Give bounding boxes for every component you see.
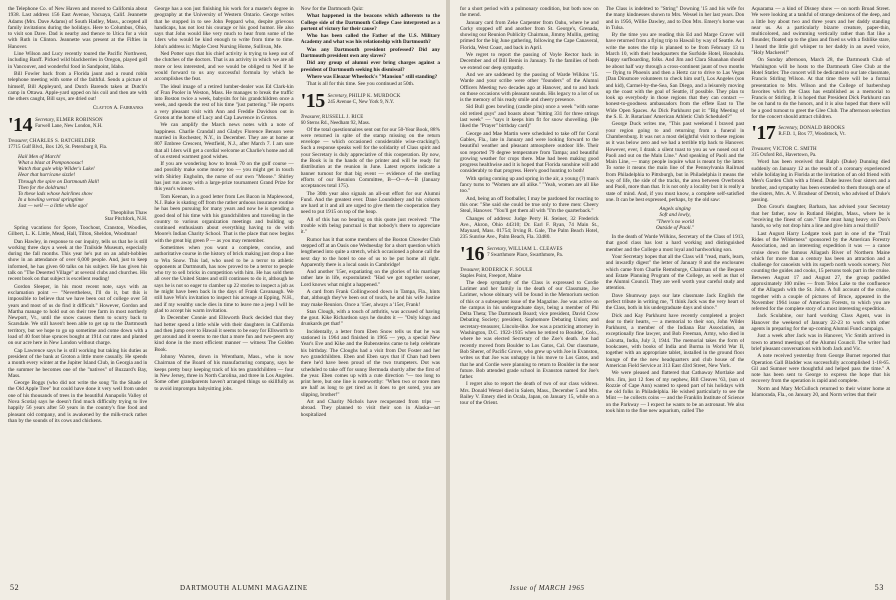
paragraph: Your Secretary hopes that all the Class will "read, mark, learn, and inwardly digest" the letter of January 8 and the enclosures which came from Charlie Remsburge, Chairman of the Bequest and Estate Planning Program of the College, as well as that of the Alumni Council. They are well worth your careful study and attention.: [605, 253, 745, 292]
paragraph: The ideal image of a retired lumber-dealer was Ed Clark-kin of Fran Pooler in Weston, Mass. He manages to break the traffic into Boston twice a week, babysits for his grandchildren once a week, and spends the rest of his time "just puttering." He reports a very pleasant visit with Ann and Freddie Davidson out in Groton at the home of Lucy and Cap Lawrence in Groton.: [154, 83, 294, 122]
paragraph: A card from Frank Collingwood down in Tampa, Fla., hints that, although they've been out of touch, he and his wife Justine may make Reunion. Once a '15er, always a '15er, Frank!: [300, 288, 440, 308]
right-column-1: [460, 6, 599, 578]
paragraph: Spring vacations for Spore, Toochout, Cranston, Woodies, Gilbert, L. K. Little, Mead, Hall, Tilton, Sheldon, Woodman!: [8, 224, 148, 238]
column-signature: Clayton A. Fairbanks: [92, 105, 144, 112]
quiz-question: What happened in the beacons which adherents to the College side of the Dartmouth College Case interpreted as a portent of victory for their cause?: [300, 13, 440, 32]
poem-line: Watch that gale whip Wilder's Lake!: [18, 166, 95, 173]
paragraph: Don Grout's daughter, Barbara, has advised your Secretary that her father, now in Rutland Heights, Mass., where he is "receiving the finest of care." Time must hang heavy on Don's hands, so why not drop him a line and give him a real thrill?: [751, 204, 891, 230]
treasurer-label: Treasurer,: [300, 114, 321, 120]
paragraph: Art and Charity Nichols have recuperated from trips — abroad. They planned to visit their son in Alaska—art hospitalized: [300, 399, 440, 418]
paragraph: In the death of Warde Wilkins, Secretary of the Class of 1913, that good class has lost a hard working and distinguished member and the College a most loyal and hardworking son.: [605, 234, 745, 253]
paragraph: We can amplify the March news notes with a note of happiness. Charlie Crandall and Gladys Florence Benson were married in Rochester, N.Y., in December. They are at home at 807 Embree Crescent, Westfield, N.J., after March 7. I am sure that all 14ers will get a cordial welcome at Charlie's home and all of us extend warmest good wishes.: [154, 122, 294, 160]
treasurer-address: Staples Point, Freeport, Maine: [460, 273, 521, 279]
paragraph: Word has been received that Ralph (Duke) Dunning died suddenly on January 12 as the result of a coronary experienced while holidaying in Florida at the invitation of an old friend with Men's Garden Club with a friend. Duke leaves four sisters and a brother, and sympathy has been extended to them through one of the sisters, Mrs. A. V. Brashear of Detroit, who advised of Duke's passing.: [751, 159, 891, 204]
right-columns: [460, 6, 890, 578]
treasurer-label: Treasurer,: [751, 147, 772, 153]
class-officers: [35, 116, 103, 130]
paragraph: George Boggs (who did not write the song "In the Shade of the Old Apple Tree" but could have done it very well from under one of his thousands of trees in the beautiful Annapolis Valley of Nova Scotia) says he doesn't find much difficulty trying to live happily 56 years after 50 years in the country's fine food and pleasant old company, and is awakened by the milk-truck rather than by the sounds of its cows and chickens.: [8, 380, 148, 424]
poem-credit-place: Star Pitchfork, N.H.: [104, 215, 148, 222]
quiz-question: Did any group of alumni ever bring charges against a president of Dartmouth seeking his dismissal?: [300, 60, 440, 73]
paragraph: Dick and Kay Parkhurst have recently completed a project dear to their hearts, — a memorial to their son, John Wilder Parkhurst, a member of the Indiana Bar Association, an exceptionally fine lawyer, and Bob Freeman, Army, who died in Calcutta, India, July 3, 1944. The memorial takes the form of bookcases, with books of India and Burma in World War II, together with an appropriate tablet, installed in the ground floor lounge of the the new headquarters and club house of the American Field Service at 313 East 43rd Street, New York.: [605, 312, 745, 369]
paragraph: And, being an off footballer, I may be pardoned for reacting to this one: "She said she could be true only to three men: Cheery Steal, Hanover. "You'll get them all with "I'm the quarterback.": [460, 195, 599, 215]
paragraph: Dan Hawley, in response to our inquiry, tells us that he is still working three days a week at the Trailside Museum, especially during the fall months. This year he's put on an adult-hobbies show in an attendance of over 6,000 people. And, just to keep informed, he has given 60 talks on his subject. He has given his talk on "The Deserted Village" at several clubs and churches. His recent book on that subject is excellent reading!: [8, 238, 148, 283]
secretary-label: Secretary,: [327, 93, 348, 99]
paragraph: Gordon Sleeper, in his most recent note, says with an exclamation point — "Nevertheless, I'll do it, but this is impossible to believe that we have been out of college over 50 years and most of us do find it difficult." However, Gordon and Martha manage to hold out on their tree farm in most northerly Newport, Vt., until the snow causes them to scurry back to Scarsdale. We still haven't been able to get up to the Dartmouth territory, but we hope to go up sometime and come down with a load of 40 foot blue spruces bought at 1914 cut rates and planted on our acre here in New London without charge.: [8, 283, 148, 347]
poem-line: Hear that hurricane sizzle!: [18, 172, 76, 179]
treasurer-name: VICTOR C. SMITH: [772, 147, 817, 153]
left-column-1: [8, 6, 147, 578]
quiz-question: Who has been called the Father of the U.S. Military Academy and what was his relationship with Dartmouth?: [300, 33, 440, 46]
treasurer-name: RODERICK F. SOULE: [481, 267, 533, 273]
paragraph: That is all for this time. See you continued at 50th.: [306, 81, 415, 88]
poem-line: To these lads whose hairlines show: [18, 190, 93, 197]
treasurer-block: [8, 137, 147, 151]
poem-intro: Hail Men of March!: [18, 153, 61, 160]
treasurer-address: 315 Oxford Rd., Havertown, Pa.: [751, 153, 817, 159]
paragraph: George and Mae Martin were scheduled to take off for Coral Gables, Fla., late in January and were looking forward to the beautiful weather and pleasant atmosphere outdoor life. Their son reported 79 degree temperature from Tampa; and beautiful growing weather for crops there. Mae had been making good progress healthwise and it is hoped that Florida sunshine will add considerably to that progress. Here's good hunting to both!: [460, 130, 599, 175]
paragraph: Tom Keenan, in a good letter from Les Bacon in Maplewood, N.J. Bake is skating off from the rather arduous insurance routine he has been pursuing for many years and now he is spending a good deal of his time with his grandchildren and traveling in the country to various organization meetings and building up continued enthusiasm about everything having to do with Moore's Indian Charity School. That is the place that now begins with the great big green P — as you may remember.: [154, 193, 294, 244]
treasurer-name: RUSSELL J. RICE: [321, 114, 364, 120]
treasurer-block: [751, 145, 890, 159]
left-column-3: [301, 6, 440, 578]
paragraph: Dave Shumway pays our late classmate Jack English the perfect tribute in writing me, "I think Jack was the very heart of the Class, both in his undergraduate days and since.": [605, 292, 745, 312]
paragraph: Cap Lawrence says he is still working but taking his duties as president of the bank at Groton a little more casually. He spends a month every winter at the Jupiter Island Club, in Georgia and in the summer he becomes one of the "natives" of Buzzard's Bay, Mass.: [8, 347, 148, 379]
paragraph: Last August Harry Lodgate took part in one of the "Trail Rides of the Wilderness" sponsored by the American Forestry Association, and an interesting expedition it was — a canoe cruise down the famous Allagash River of Northern Maine which for more than a century has been an attraction and a challenge for canoeists with its superb north woods scenery. Not counting the guides and cooks, 15 persons took part in the cruise. Between August 17 and August 27, the group paddled approximately 100 miles — from Telos Lake to the confluence of the Allagash with the St. John. A full account of the cruise, together with a couple of pictures of Bruce, appeared in the November 1964 issue of American Forests, to which you are referred for the complete story of a most interesting expedition.: [751, 230, 891, 313]
poem-line: Just — well — a little while ago!: [18, 203, 88, 210]
class-heading-1917: [751, 122, 890, 145]
paragraph: And we are saddened by the passing of Warde Wilkins '15. Warde and your scribe were other "founders" of the Alumni Officers Meeting two decades ago at Hanover, and to and back on those occasions with pleasant sounds. His legacy to a lot of us is the memory of his ready smile and cheery presence.: [460, 71, 599, 104]
right-column-2: [606, 6, 745, 578]
treasurer-address: 17715 Gulf Blvd., Box 126, St. Petersburg 8, Fla.: [8, 144, 108, 150]
paragraph: Sid Bull goes bowling (candle pins) once a week "with some old retired guys" and boasts about "hitting 331 for three strings last week" — "says it keeps him fit for snow shovelling. (He liked the "Prayer" birthday card)": [460, 104, 599, 130]
paragraph: Line Wilson and Lucy recently toured the Pacific Northwest, including Banff. Picked wild blackberries in Oregon, played golf in Vancouver, and wonderful food in Sandpoint, Idaho.: [8, 51, 148, 70]
paragraph: January card from Zeke Carpenter from Oahu, where he and Corky stopped off and another from St. George's, Grenada, showing our Reunion Publicity Chairman, Jimmy Mullin, getting primed for the big June gathering, following the Cape Canaveral, Florida, West Coast, and back in April.: [460, 19, 599, 51]
verse-line: "There's no world: [656, 218, 694, 225]
treasurer-block: [301, 113, 440, 127]
poem-line: In a howling vernal springtime: [18, 197, 84, 204]
secretary-address: 7 Swarthmore Place, Swarthmore, Pa.: [487, 252, 564, 258]
page-number: 52: [10, 583, 20, 592]
class-number: '15: [300, 89, 325, 112]
paragraph: Incidentally, a letter from Eben Snow tells us that he was stationed in 1964 and finished in 1965 — yep, a special New Year's Eve and Kike and the Rubensteins came to help celebrate his birthday. The Cloughs had a visit from Dot Foster and her two grandchildren. Eben and Eben says that if Chan had been there he'd have been proud of the two trumpeters. Dot was scheduled to take off for sunny Bermuda shortly after the first of the year. Eben comes up with a cute direction "— too long to print here, but one line is noteworthy: "When two or more men are half as long to get tired as it does to get sored, you are slipping, brother!": [300, 328, 440, 398]
poem-line: What a blast at Pomponoosuc!: [18, 159, 84, 166]
treasurer-label: Treasurer,: [8, 138, 29, 144]
quiz-intro: Now for the Dartmouth Quiz:: [300, 6, 364, 12]
issue-label: Issue of MARCH 1965: [510, 584, 585, 592]
paragraph: the Telephone Co. of New Haven and moved to California about 1938. Last address 156 East Avenue, Vacuaya, Calif. Jeannette Adams (Mrs. Dave Adams) of South Hadley, Mass., accepted all family invitations during the holidays. Here to Columbus, Ohio, to visit son Dave. Dad is nearby and thence to Utica for a visit with Ruth in Clinton. Jeannette was present at the Fifties in Hanover.: [8, 6, 148, 50]
class-heading-1915: [300, 89, 440, 112]
paragraph: Bill Fowler back from a Florida jaunt and a round robin telephone meeting with some of the faithful. Sends a picture of himself, Bill Appleyard, and Dutch Barends taken at Dutch's camp in Ottawa. Apple-yard upped on his coil and then ate with the others caught, Bill says, are dried out!: [8, 70, 148, 103]
secretary-address: 245 Avenue C, New York 9, N.Y.: [327, 99, 395, 105]
right-column-3: [751, 6, 890, 578]
paragraph: In December Connie and Ellsworth Buck decided that they had better spend a little while with their daughters in California and then jump over to Hawaii it seems to be easy for Ellsworth to get around and it seems to me that a more fun and two-peers any kind done in the most efficient manner — witness The Golden Book.: [154, 315, 294, 353]
class-officers: [487, 245, 563, 259]
secretary-name: DONALD BROOKS: [799, 126, 845, 132]
paragraph: We were pleased and flattered that Cathaway Mortlake and Mrs. Jim, just 12 foes of my nephew, Bill Cleaves '63, (son of Rozzie of Cape Ann) wanted to spend part of his holidays with the old folks in Philadelphia. He wished particularly to see the Mint — he collects coins — and the Franklin Institute of Science on the Parkway — I expect he wants to be an astronaut. We also took him to the fine new aquarium, called The: [605, 370, 745, 415]
secretary-name: ELMER ROBINSON: [56, 117, 103, 123]
page-number: 53: [874, 583, 884, 592]
treasurer-block: [460, 266, 599, 280]
paragraph: Jack Sculabine, our hard working Class Agent, was in Hanover the weekend of January 22-23 to work with other agents in preparing for the up-coming Alumni Fund campaign.: [751, 313, 891, 333]
paragraph: George Duck writes me, "This past weekend I braved past your region going to and returning from a funeral in Chambersburg. It was not a most delightful visit to these regions as it was below zero and we had a terrible trip back to Hanover. However, ever, I drank a silent toast to you as we nosed out of Paoli and out on the Main Line." And speaking of Paoli and the Main Line, — many people inquire what is meant by the latter. To some it means the main line of the Pennsylvania Railroad from Philadelphia to Pittsburgh, but in Philadelphia it means the way of life, the side of the tracks, the area between Overbrook and Paoli, more than that. It is not only a locality but it is really a state of mind. And, if you must know, a complete self-satisfied one. It can be best expressed, perhaps, by the old saw:: [605, 121, 745, 203]
secretary-address: R.F.D. 1, Box 77, Woodstock, Vt.: [778, 132, 846, 138]
treasurer-label: Treasurer,: [460, 267, 481, 273]
class-officers: [328, 92, 401, 106]
poem: [18, 154, 147, 222]
paragraph: The 30th year also signals an all-out effort for our Alumni Fund. And the greatest ever. Dane Loundsbery and his cohorts are hard at it and all are urged to give them the cooperation they need to put 1915 on top of the heap.: [300, 190, 440, 216]
treasurer-name: CHARLES S. BATCHELDER: [29, 138, 96, 144]
secretary-name: PHILIP K. MURDOCK: [348, 93, 401, 99]
paragraph: With spring coming up and spring in the air, a young (?) man's fancy turns to "Women are all alike." "Yeah, women are all like too.": [460, 175, 599, 195]
left-columns: [8, 6, 440, 578]
paragraph: Stan Clough, with a touch of arthritis, was accused of having the gout. Kike Richardson says he doubts it — "Only kings and drunkards get that!": [300, 308, 440, 328]
verse: [606, 206, 745, 231]
paragraph: All of this has no bearing on this quote just received: "The trouble with being punctual is that nobody's there to appreciate it.": [300, 216, 440, 236]
paragraph: And another '15er, expatiating on the glories of his marriage rather late in life, expostulated: "Had we got together sooner, Lord knows what might a happened.": [300, 269, 440, 288]
paragraph: Of the total questionnaires sent out for our 50-Year Book, 88% were returned in spite of the stamp missing on the return envelope — which occasioned considerable wise-cracking!). Such a response speaks well for the solidarity of Class spirit and your Secretary is duly appreciative of this cooperation. By now, the Book is in the hands of the printer and will be ready for distribution at the reunion in June. Latest reports indicate a banner turnout for that big event — evidence of the sterling efforts of our Reunion Committee, B—O—A—B (January acceptances total 175).: [300, 126, 440, 190]
secretary-label: Secretary,: [778, 126, 799, 132]
paragraph: Just a week after Jack was in Hanover, Vic Smith arrived in town to attend meetings of the Alumni Council. The writer had brief pleasant conversations with both Jack and Vic.: [751, 333, 891, 352]
secretary-name: WILLIAM L. CLEAVES: [508, 246, 563, 252]
paragraph: The Class is indebted to "String" Downing '15 and his wife for the many kindnesses shown to Mrs. Wessel in her last years. Don and in 1956, Willie Dawley, and to Don Mrs. Emery's home was in Tulsa.: [605, 6, 745, 31]
verse-line: Outside of Paoli.": [655, 224, 695, 231]
paragraph: The deep sympathy of the Class is expressed to Cordie Larimer and her family in the death of our Classmate, Joe Larimer, whose obituary will be found in the Memorium section of this or a subsequent issue of the Magazine. Joe was active on the campus in his undergraduate days, being a member of Phi Delta Theta; The Dartmouth Board; vice president, David Crow Debating Society; president, Sophomore Debating Union; and secretary-treasurer, Lincoln-like. Joe was a practicing attorney in Washington, D.C. 1922-1935 when he retired to Boulder, Colo., where he was elected Secretary of the Zoe's death. Joe had recently moved from Boulder to Los Gatos, Cal. Our classmate, Bob Sherer, of Pacific Grove, who grew up with Joe in Evanston, writes us that Joe was unhappy in his move to Los Gatos, and that he and Cordie were planning to return to Boulder in the near future. Bob attended grade school in Evanston named for Joe's father.: [460, 279, 599, 381]
class-number: '14: [8, 113, 33, 136]
class-heading-1916: [460, 242, 599, 265]
magazine-title: DARTMOUTH ALUMNI MAGAZINE: [180, 584, 308, 592]
left-page: [0, 0, 446, 600]
paragraph: By the time you are reading this Ed and Marge Craver will have returned from a flying trip to Hawaii by way of Seattle. As I write the notes the trip is planned to be from February 13 to March 10, with their headquarters the Surfside Hotel, Honolulu. Happy surfboarding, folks. And Jim and Clara Shanahan should be about half way through a cross-continent jaunt of two months — flying to Phoenix and then a Hertz car to drive to Las Vegas (Dan Dinsmore volunteers to check him out!), Los Angeles (son and kid), Carmel-by-the-Sea, San Diego, and a leisurely moving up the coast with the goal of Seattle, if possible. They plan to look up everybody in those regions that they can contact — honest-to-goodness ambassadors from the effete East to The Wide Open Spaces. As Dick Parkhurst put it: "Big Meeting of the S. E. Jr. Rotarians' American Athletic Club Scheduled?": [605, 32, 745, 121]
poem-line: Through the spire on Dartmouth Hall!: [18, 178, 100, 185]
verse-line: Angels singing: [659, 206, 691, 213]
poem-line: Then for the doldrums!: [18, 184, 67, 191]
quiz-question: Where was Eleazar Wheelock's "Mansion" still standing?: [306, 73, 438, 80]
right-page: [450, 0, 896, 600]
paragraph: Ned Potter says that his chief activity is trying to keep out of the clutches of the doctors. That is an activity in which we are all more or less interested, and we would be obliged to Ned if he would forward to us any successful formula by which he accomplishes the feat.: [154, 51, 294, 83]
class-heading-1914: [8, 113, 147, 136]
paragraph: Norm and Mary McCulloch returned to their winter home at Islamorada, Fla., on January 20, and Norm writes that their: [751, 385, 891, 399]
paragraph: Sometimes when you want a complete, concise, and authoritative course in the history of brick making just drop a line to Win Snow. This lad, who used to be a terror to athletic opponents at Dartmouth, has now proved to be a terror to people who try to sell bricks in competition with him. He has sold them all over the United States and still continues to do it, although he says he is not so eager to clamber up 22 stories to inspect a job as he might have been back in the days of Frank Cavanaugh. We still have Win's invitation to inspect his acreage at Epping, N.H., and if my wealthy uncle dies in time to leave me a jeep I will be glad to accept his warm invitation.: [154, 244, 294, 314]
paragraph: Rumor has it that some members of the Boston Chowder Club stepped off at an Oasis one Wednesday for a short question which lengthened into quite a stretch, which occasioned a phone call the next day to the hotel to one of us to be put home all right. Apparently there is a local oasis in Cambridge!: [300, 236, 440, 268]
paragraph: Changes of address: Judge Perry H. Steiner, 32 Frederick Ave., Akron, Ohio 44310; Dr. Earl F. Ryan, 74 Main St., Maynard, Mass. 01754; Irving R. Gale, The Palm Beach Hotel, 235 Sunrise Ave., Palm Beach, Fla. 33480.: [460, 215, 599, 241]
paragraph: for a short period with a pulmonary condition, but both now on the mend.: [460, 6, 599, 19]
class-number: '16: [460, 242, 485, 265]
quiz-question: Was any Dartmouth president professed? Did any Dartmouth president own any slaves?: [300, 46, 440, 60]
paragraph: A note received yesterday from George Burnet reported that Operation Gall Bladder was successfully accomplished 1-18-65. Gil and Sumner were thoughtful and helped pass the time." A note has been sent to George to express the hope that his recovery from the operation is rapid and complete.: [751, 353, 891, 385]
secretary-label: Secretary,: [487, 246, 508, 252]
paragraph: I regret also to report the death of two of our class widows. Mrs. Donald Wetzel died in Salem, Mass., December 5 and Mrs. Bailey V. Emery died in Ocala, Japan, on January 15, while on a tour of the Orient.: [460, 381, 599, 407]
paragraph: Johnny Warren, down in Wrentham, Mass., who is now Chairman of the Board of his manufacturing company, says he keeps pretty busy keeping track of his ten grandchildren — four in New Jersey, three in North Carolina, and three in Los Angeles. Some other grandparents haven't arranged things so skillfully as to avoid impromptu babysitting jobs.: [154, 354, 294, 392]
class-officers: [778, 124, 845, 138]
paragraph: We regret to report the passing of Voyle Rector back in December and of Bill Bemis in January. To the families of both we extend our deep sympathy.: [460, 52, 599, 71]
secretary-address: Farwell Lane, New London, N.H.: [35, 123, 103, 129]
paragraph: Aquarama — a kind of Disney show — on north Broad Street. We were looking at a tankful of strange denizens of the deep, and a little boy about two and three years and her daddy standing near us. As a particularly bizarre creature, paper-thin, multicolored, and swimming vertically rather than flat like a flounder, floated up to the glass and fixed us with a fishlike stare, I heard the little girl whisper to her daddy in an awed voice, "Holy Mackerel!": [751, 6, 891, 57]
class-number: '17: [751, 122, 776, 145]
secretary-label: Secretary,: [35, 117, 56, 123]
verse-line: Soft and lowly,: [659, 212, 691, 219]
treasurer-address: 60 Sterns Rd., Needham 92, Mass.: [300, 120, 370, 126]
poem-credit: Theophilus Thaw: [110, 209, 148, 216]
left-column-2: [154, 6, 293, 578]
paragraph: George has a son just finishing his work for a master's degree in geography at the University of Western Ontario. George writes that he stopped in to see John Peppard who, despite grievous handicaps, has not lost his courage or his good humor. He also says that John would like very much to hear from some of the 14ers who would be kind enough to write from time to time. John's address is: Maple Crest Nursing Home, Sullivan, Me.: [154, 6, 294, 50]
paragraph: If you are wondering how to break 70 on the golf course — and possibly make some money too — you might get in touch with Shirley Engholm, the nurse of our own "Moose." Shirley has just run away with a large-prize tournament Grand Prize for this year's winners.: [154, 161, 294, 193]
paragraph: On Sunday afternoon, March 28, the Dartmouth Club of Washington will be hosts to the Dartmouth Glee Club at the Hotel Statler. The concert will be dedicated to our late classmate, Francis Stirling Wilson. At that time there will be a formal presentation to Mrs. Wilson and the College of barbershop favorites which the Class has established as a memorial to Francis or Stirling. It is hoped that President Dick Parkhurst can be on hand to do the honors, and it is also hoped that there will be a good turnout to greet the Glee Club. The afternoon selection for the concert should attract children.: [751, 57, 891, 121]
